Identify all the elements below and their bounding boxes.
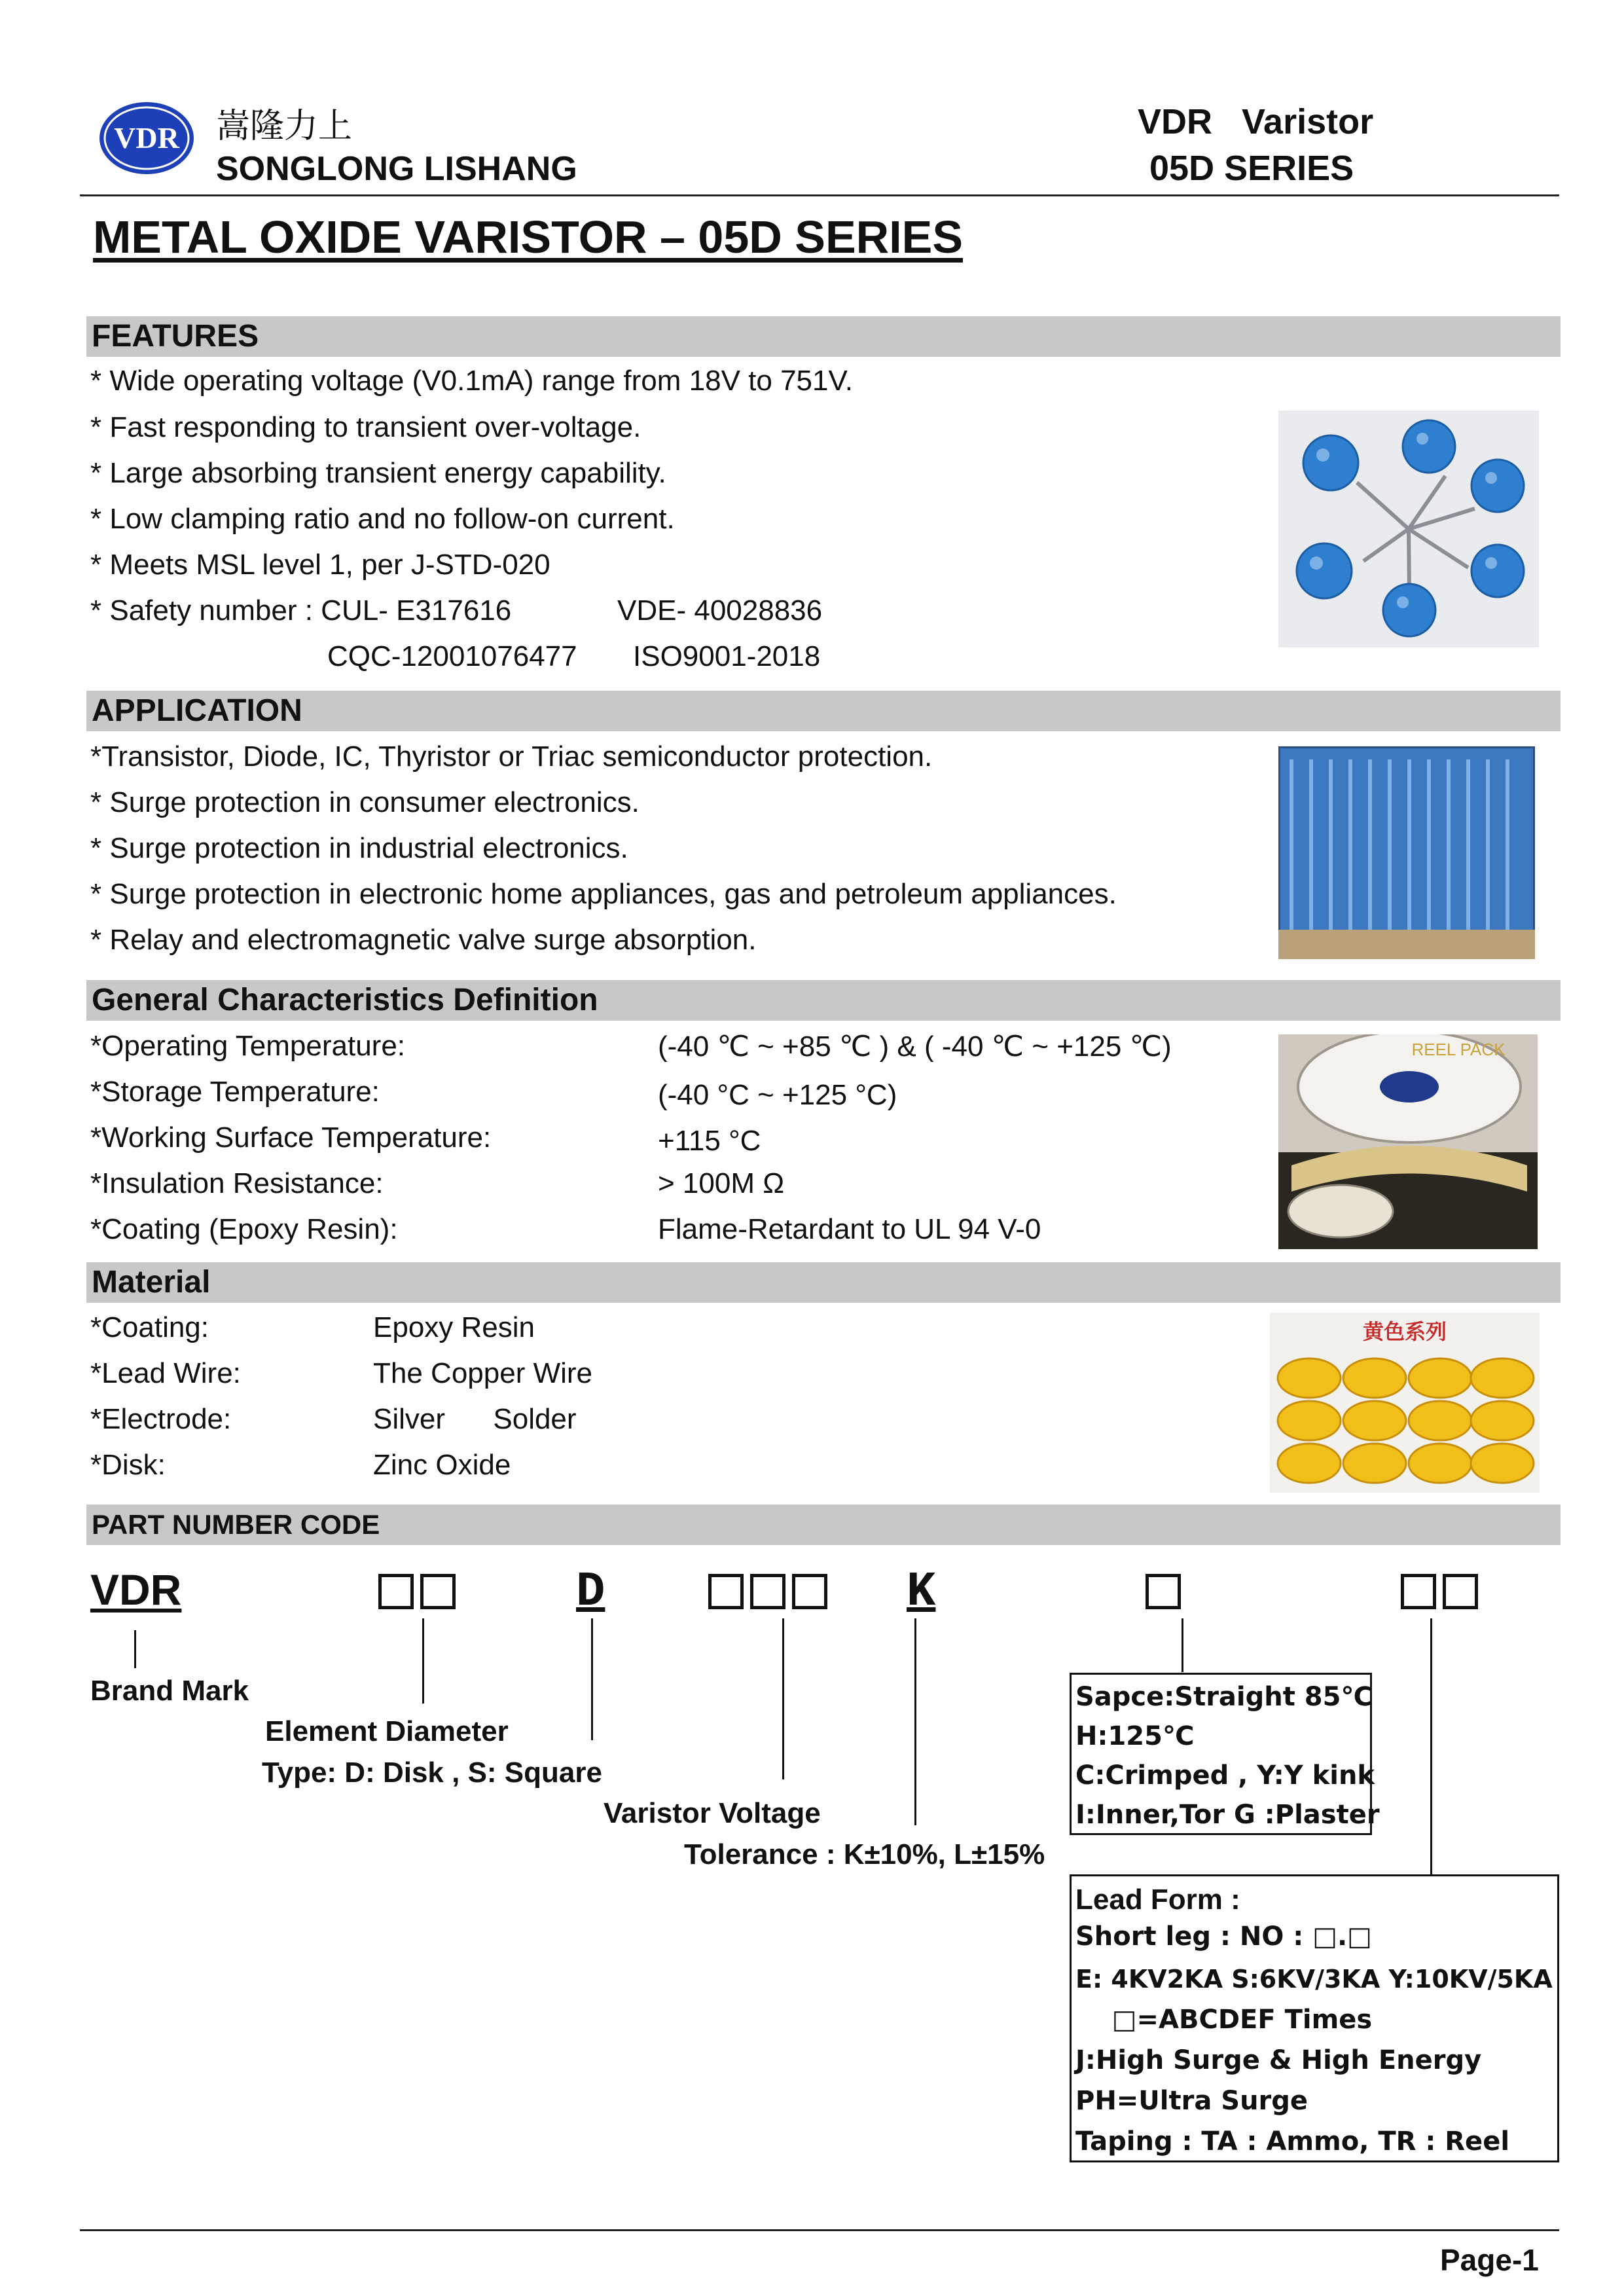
lead-form-line: E: 4KV2KA S:6KV/3KA Y:10KV/5KA xyxy=(1075,1965,1553,1994)
feature-item: * Fast responding to transient over-voltage. xyxy=(90,411,641,443)
lead-option: Sapce:Straight 85℃ xyxy=(1075,1682,1373,1712)
yellow-series-caption: 黄色系列 xyxy=(1362,1319,1447,1344)
pn-voltage-boxes xyxy=(708,1574,834,1609)
leader-line xyxy=(782,1618,784,1779)
safety-iso: ISO9001-2018 xyxy=(633,640,821,672)
lead-wire-value: The Copper Wire xyxy=(373,1357,593,1389)
material-coating-value: Epoxy Resin xyxy=(373,1311,535,1343)
brand-mark-label: Brand Mark xyxy=(90,1675,249,1707)
lead-options-box xyxy=(1070,1673,1380,1835)
application-item: * Surge protection in consumer electronics. xyxy=(90,786,640,818)
disk-value: Zinc Oxide xyxy=(373,1449,511,1481)
pn-lead-box xyxy=(1146,1574,1187,1609)
page-title: METAL OXIDE VARISTOR – 05D SERIES xyxy=(93,211,964,263)
footer-divider xyxy=(80,2229,1559,2231)
feature-item: * Meets MSL level 1, per J-STD-020 xyxy=(90,549,550,581)
safety-number: * Safety number : CUL- E317616 xyxy=(90,594,512,627)
lead-wire-label: *Lead Wire: xyxy=(90,1357,241,1389)
pn-diameter-boxes xyxy=(378,1574,462,1609)
logo-text: VDR xyxy=(114,121,179,155)
pn-form-boxes xyxy=(1401,1574,1485,1609)
leader-line xyxy=(422,1618,424,1704)
surface-temp-label: *Working Surface Temperature: xyxy=(90,1121,492,1154)
lead-form-title: Lead Form : xyxy=(1075,1884,1240,1916)
insulation-value: > 100M Ω xyxy=(658,1167,785,1199)
leader-line xyxy=(914,1618,916,1825)
lead-form-box xyxy=(1070,1874,1559,2162)
material-heading: Material xyxy=(86,1262,1561,1303)
pn-type-letter: D xyxy=(576,1565,605,1620)
leader-line xyxy=(1430,1618,1432,1875)
tolerance-label: Tolerance : K±10%, L±15% xyxy=(684,1838,1045,1870)
application-heading: APPLICATION xyxy=(86,691,1561,731)
material-coating-label: *Coating: xyxy=(90,1311,209,1343)
reel-pack-label: REEL PACK xyxy=(1411,1040,1506,1059)
leader-line xyxy=(134,1630,136,1668)
pn-tolerance-letter: K xyxy=(907,1565,936,1620)
taped-varistors-photo xyxy=(1278,746,1535,959)
application-item: * Relay and electromagnetic valve surge absorption. xyxy=(90,924,757,956)
lead-option: C:Crimped , Y:Y kink xyxy=(1075,1760,1375,1791)
feature-item: * Low clamping ratio and no follow-on current. xyxy=(90,503,675,535)
product-name: VDR Varistor xyxy=(1138,102,1374,141)
safety-vde: VDE- 40028836 xyxy=(617,594,823,627)
feature-item: * Wide operating voltage (V0.1mA) range from 18V to 751V. xyxy=(90,365,854,397)
blue-varistors-photo xyxy=(1278,410,1539,647)
series-name: 05D SERIES xyxy=(1149,149,1354,188)
company-logo xyxy=(97,100,196,177)
application-item: *Transistor, Diode, IC, Thyristor or Triac semiconductor protection. xyxy=(90,740,933,773)
operating-temp-label: *Operating Temperature: xyxy=(90,1030,406,1062)
electrode-label: *Electrode: xyxy=(90,1403,232,1435)
lead-option: H:125℃ xyxy=(1075,1721,1195,1751)
element-diameter-label: Element Diameter xyxy=(265,1715,509,1747)
electrode-value: Silver Solder xyxy=(373,1403,577,1435)
leader-line xyxy=(591,1618,593,1740)
storage-temp-value: (-40 °C ~ +125 °C) xyxy=(658,1079,897,1111)
company-name-cn: 嵩隆力上 xyxy=(216,107,353,146)
application-item: * Surge protection in industrial electronics. xyxy=(90,832,628,864)
lead-option: I:Inner,Tor G :Plaster xyxy=(1075,1800,1380,1830)
coating-label: *Coating (Epoxy Resin): xyxy=(90,1213,398,1245)
safety-cqc: CQC-12001076477 xyxy=(327,640,577,672)
general-heading: General Characteristics Definition xyxy=(86,980,1561,1021)
operating-temp-value: (-40 ℃ ~ +85 ℃ ) & ( -40 ℃ ~ +125 ℃) xyxy=(658,1030,1172,1063)
part-number-heading: PART NUMBER CODE xyxy=(86,1504,1561,1545)
short-leg-line: Short leg : NO : □.□ xyxy=(1075,1922,1372,1952)
lead-form-line: PH=Ultra Surge xyxy=(1075,2086,1308,2116)
insulation-label: *Insulation Resistance: xyxy=(90,1167,384,1199)
coating-value: Flame-Retardant to UL 94 V-0 xyxy=(658,1213,1041,1245)
lead-form-line: Taping : TA : Ammo, TR : Reel xyxy=(1075,2126,1510,2157)
lead-form-line: □=ABCDEF Times xyxy=(1075,2005,1373,2035)
pn-brand: VDR xyxy=(90,1565,182,1614)
application-item: * Surge protection in electronic home appliances, gas and petroleum appliances. xyxy=(90,878,1117,910)
type-label: Type: D: Disk , S: Square xyxy=(262,1757,602,1789)
reel-pack-photo xyxy=(1278,1034,1538,1249)
feature-item: * Large absorbing transient energy capability. xyxy=(90,457,666,489)
storage-temp-label: *Storage Temperature: xyxy=(90,1076,380,1108)
page-number: Page-1 xyxy=(1440,2243,1539,2277)
disk-label: *Disk: xyxy=(90,1449,166,1481)
lead-form-line: J:High Surge & High Energy xyxy=(1075,2045,1482,2075)
yellow-varistors-photo xyxy=(1270,1313,1540,1493)
company-name: SONGLONG LISHANG xyxy=(216,150,577,188)
surface-temp-value: +115 °C xyxy=(658,1125,761,1157)
varistor-voltage-label: Varistor Voltage xyxy=(604,1797,821,1829)
leader-line xyxy=(1182,1618,1183,1672)
features-heading: FEATURES xyxy=(86,316,1561,357)
header-divider xyxy=(80,194,1559,196)
